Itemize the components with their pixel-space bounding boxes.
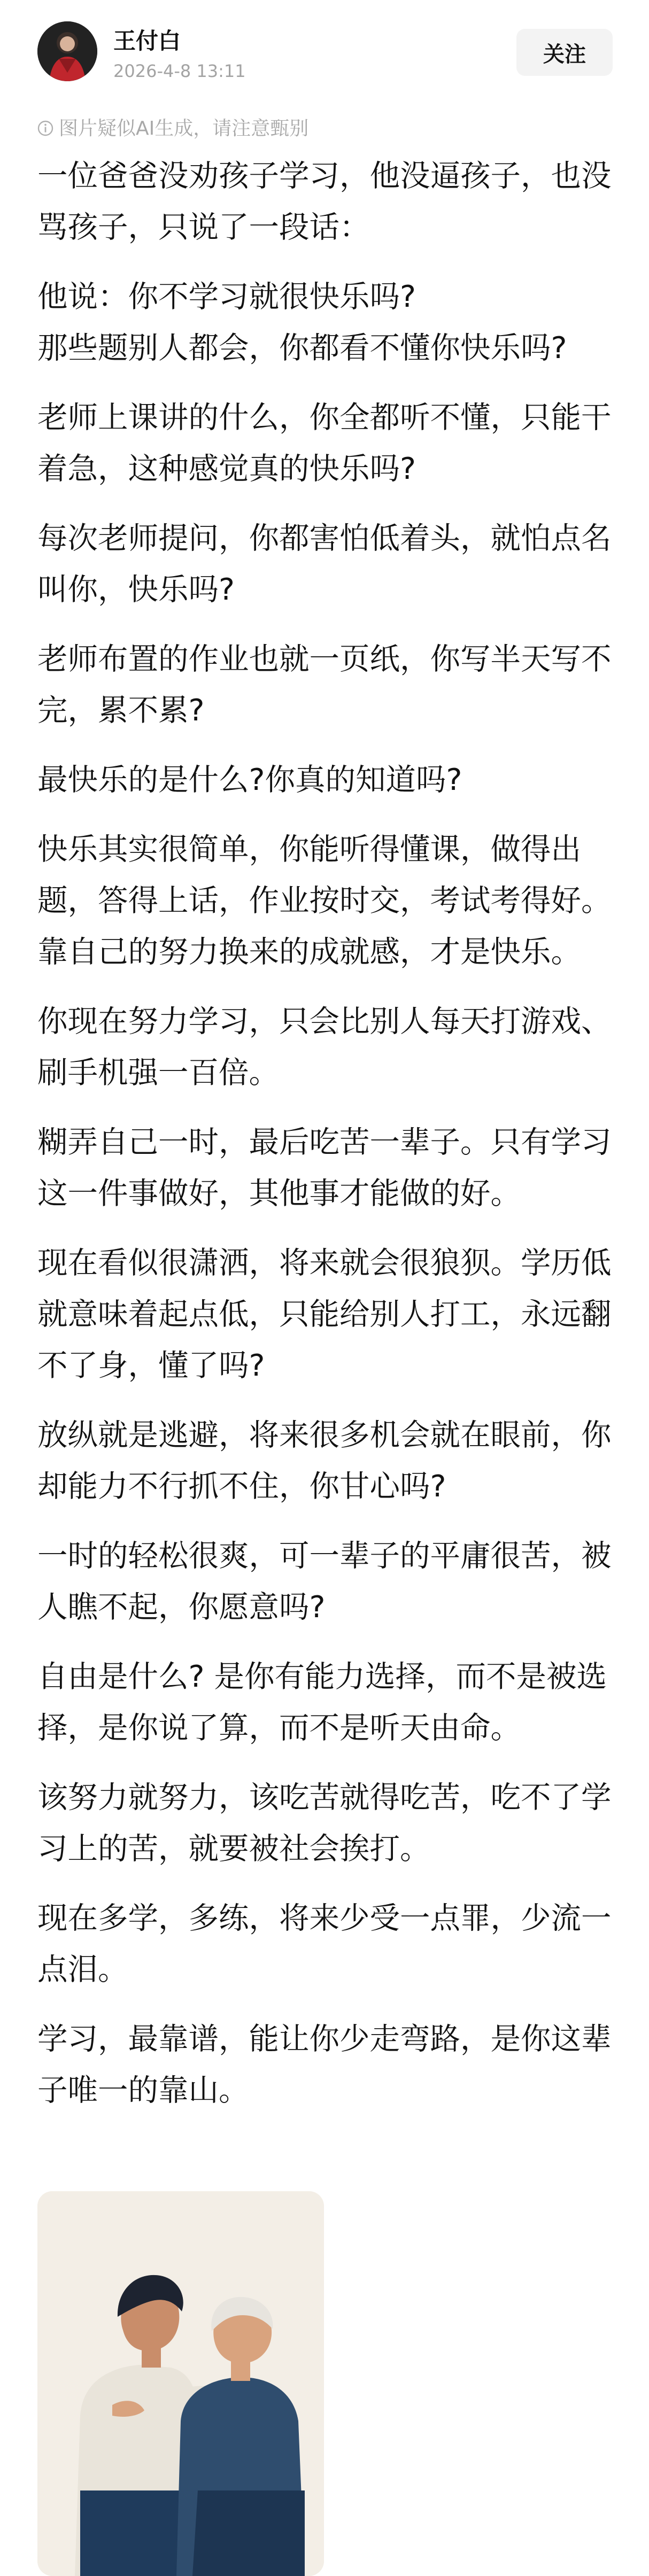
author-name[interactable]: 王付白 [113,28,181,54]
paragraph: 一位爸爸没劝孩子学习，他没逼孩子，也没骂孩子，只说了一段话： [37,159,612,245]
ai-generated-notice [37,113,308,141]
paragraph: 老师布置的作业也就一页纸，你写半天写不完，累不累? [37,642,612,728]
paragraph: 放纵就是逃避，将来很多机会就在眼前，你却能力不行抓不住，你甘心吗? [37,1418,612,1504]
paragraph: 糊弄自己一时，最后吃苦一辈子。只有学习这一件事做好，其他事才能做的好。 [37,1125,612,1211]
father-son-illustration [37,2191,324,2576]
paragraph: 快乐其实很简单，你能听得懂课，做得出题，答得上话，作业按时交，考试考得好。靠自己的努力换来的成就感，才是快乐。 [37,832,612,969]
avatar[interactable] [37,21,97,81]
paragraph: 一时的轻松很爽，可一辈子的平庸很苦，被人瞧不起，你愿意吗? [37,1539,612,1625]
ai-notice-text: 图片疑似AI生成，请注意甄别 [59,118,309,139]
follow-button[interactable]: 关注 [516,29,613,76]
paragraph: 你现在努力学习，只会比别人每天打游戏、刷手机强一百倍。 [37,1004,612,1090]
paragraph: 现在多学，多练，将来少受一点罪，少流一点泪。 [37,1901,612,1987]
info-icon [37,119,53,135]
paragraph: 每次老师提问，你都害怕低着头，就怕点名叫你，快乐吗? [37,521,612,607]
post-header [0,0,649,107]
post-body [37,151,620,2135]
post-timestamp: 2026-4-8 13:11 [113,61,246,81]
paragraph: 最快乐的是什么?你真的知道吗? [37,763,462,797]
post-image[interactable] [37,2191,324,2576]
paragraph: 学习，最靠谱，能让你少走弯路，是你这辈子唯一的靠山。 [37,2022,612,2108]
user-avatar-icon [37,21,97,81]
paragraph: 该努力就努力，该吃苦就得吃苦，吃不了学习上的苦，就要被社会挨打。 [37,1780,612,1866]
paragraph: 自由是什么? 是你有能力选择，而不是被选择，是你说了算，而不是听天由命。 [37,1659,607,1745]
paragraph: 老师上课讲的什么，你全都听不懂，只能干着急，这种感觉真的快乐吗? [37,400,612,486]
paragraph: 他说：你不学习就很快乐吗? 那些题别人都会，你都看不懂你快乐吗? [37,280,567,366]
paragraph: 现在看似很潇洒，将来就会很狼狈。学历低就意味着起点低，只能给别人打工，永远翻不了身，懂了吗? [37,1246,612,1383]
